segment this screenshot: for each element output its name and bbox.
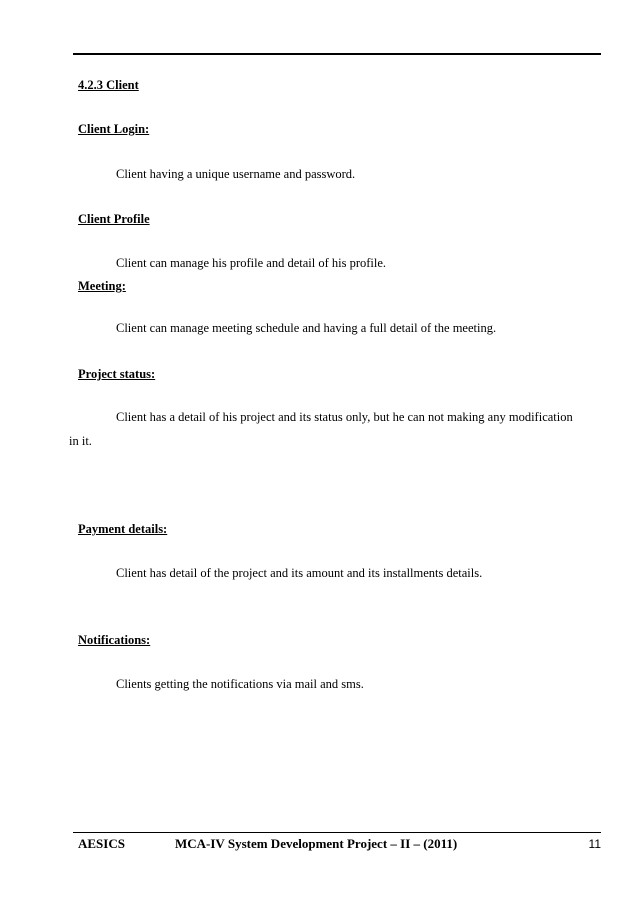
page-number: 11 [588,837,601,851]
payment-details-text: Client has detail of the project and its amount and its installments details. [116,566,483,580]
client-login-text: Client having a unique username and password. [116,167,356,181]
section-title: 4.2.3 Client [78,78,139,92]
project-status-text-line2: in it. [69,434,92,448]
project-status-text-line1: Client has a detail of his project and its status only, but he can not making any modification [116,410,573,424]
meeting-text: Client can manage meeting schedule and having a full detail of the meeting. [116,321,497,335]
header-rule [73,53,601,55]
footer-project-title: MCA-IV System Development Project – II – (2011) [175,836,458,851]
footer-rule [73,832,601,833]
payment-details-heading: Payment details: [78,522,168,536]
footer-institute: AESICS [78,836,125,851]
notifications-text: Clients getting the notifications via mail and sms. [116,677,364,691]
notifications-heading: Notifications: [78,633,151,647]
client-login-heading: Client Login: [78,122,150,136]
client-profile-text: Client can manage his profile and detail of his profile. [116,256,387,270]
meeting-heading: Meeting: [78,279,126,293]
client-profile-heading: Client Profile [78,212,150,226]
project-status-heading: Project status: [78,367,156,381]
